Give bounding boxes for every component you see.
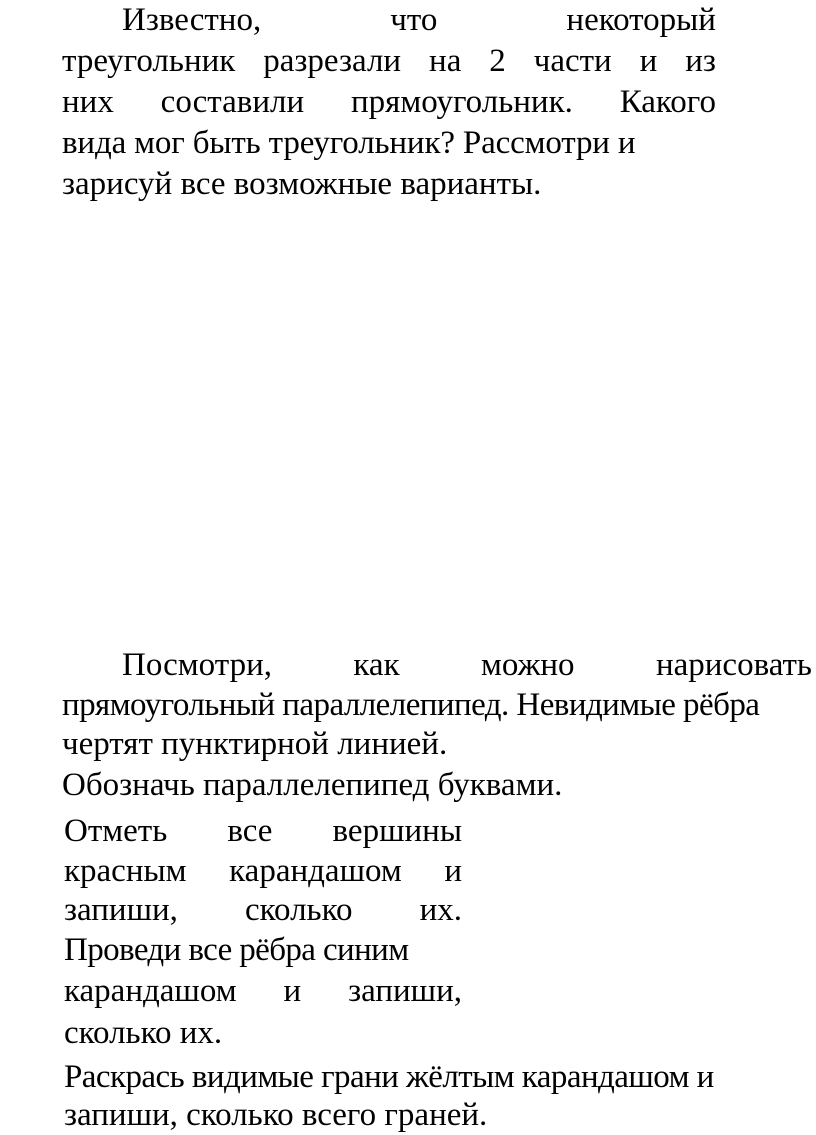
word: что bbox=[390, 2, 438, 38]
task4-line-1: Раскрась видимые грани жёлтым карандашом и bbox=[64, 1059, 714, 1095]
task3-line-1 bbox=[64, 811, 462, 851]
word: их. bbox=[419, 892, 462, 928]
word: некоторый bbox=[566, 2, 716, 38]
task1-line-2 bbox=[62, 41, 716, 81]
word: Известно, bbox=[122, 2, 262, 38]
task2-line-4: Обозначь параллелепипед буквами. bbox=[62, 767, 563, 803]
word: нарисовать bbox=[655, 647, 812, 683]
word: запиши, bbox=[348, 973, 462, 1009]
task3-line-6: сколько их. bbox=[64, 1015, 223, 1051]
word: карандашом bbox=[229, 853, 402, 889]
word: все bbox=[227, 813, 273, 849]
word: Посмотри, bbox=[122, 647, 272, 683]
word: разрезали bbox=[263, 43, 402, 79]
task3-line-3 bbox=[64, 890, 462, 930]
word: из bbox=[685, 43, 716, 79]
word: Отметь bbox=[64, 813, 168, 849]
word: сколько bbox=[245, 892, 353, 928]
task4-line-2: запиши, сколько всего граней. bbox=[64, 1097, 488, 1133]
word: как bbox=[353, 647, 400, 683]
task2-line-3: чертят пунктирной линией. bbox=[62, 726, 448, 762]
word: треугольник bbox=[62, 43, 236, 79]
word: составили bbox=[160, 84, 305, 120]
task3-line-5 bbox=[64, 971, 462, 1011]
word: прямоугольник. bbox=[350, 84, 573, 120]
word: и bbox=[444, 853, 462, 889]
word: запиши, bbox=[64, 892, 178, 928]
task1-line-3 bbox=[62, 82, 716, 122]
word: красным bbox=[64, 853, 187, 889]
word: 2 bbox=[489, 43, 506, 79]
task2-line-2: прямоугольный параллелепипед. Невидимые рёбра bbox=[62, 687, 760, 723]
task1-line-4: вида мог быть треугольник? Рассмотри и bbox=[62, 125, 636, 161]
word: и bbox=[283, 973, 302, 1009]
word: карандашом bbox=[64, 973, 237, 1009]
word: можно bbox=[481, 647, 575, 683]
task1-line-1 bbox=[122, 0, 716, 40]
task1-line-5: зарисуй все возможные варианты. bbox=[62, 166, 542, 202]
word: них bbox=[62, 84, 114, 120]
word: вершины bbox=[332, 813, 462, 849]
word: на bbox=[429, 43, 462, 79]
task2-line-1 bbox=[122, 645, 812, 685]
word: части bbox=[533, 43, 612, 79]
task3-line-2 bbox=[64, 851, 462, 891]
word: и bbox=[639, 43, 658, 79]
word: Какого bbox=[619, 84, 716, 120]
task3-line-4: Проведи все рёбра синим bbox=[64, 932, 409, 968]
